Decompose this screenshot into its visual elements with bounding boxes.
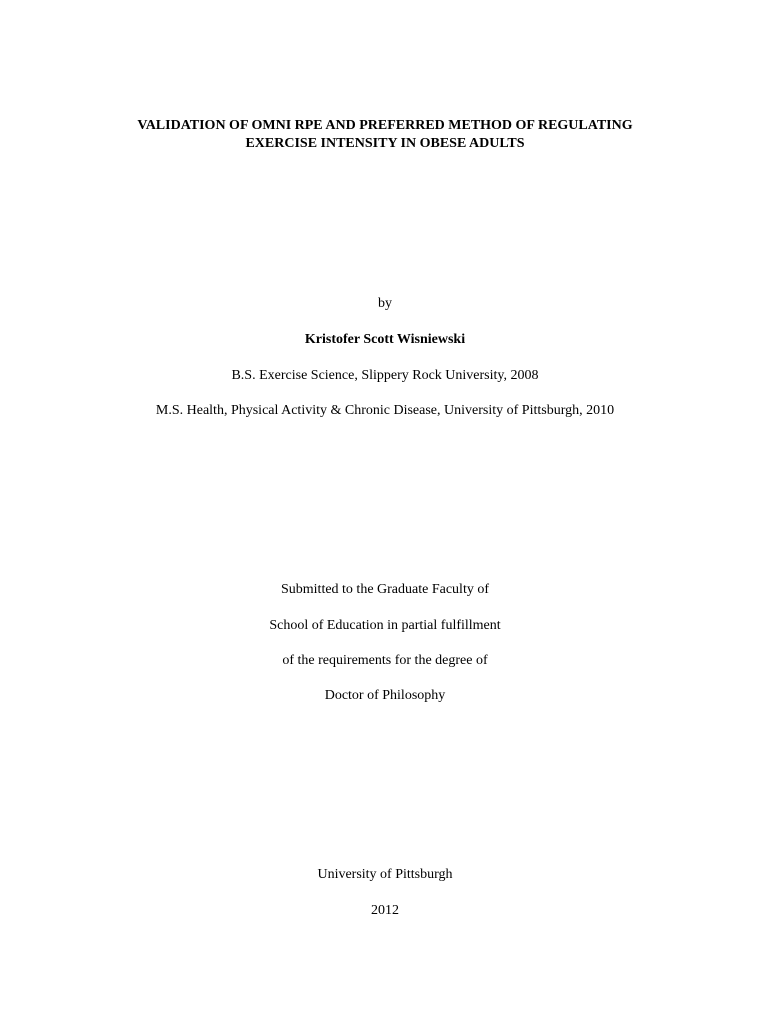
title-line-2: EXERCISE INTENSITY IN OBESE ADULTS: [245, 136, 525, 151]
degree-name: Doctor of Philosophy: [324, 688, 446, 703]
submission-line-2: School of Education in partial fulfillment: [269, 618, 501, 633]
degree-ms: M.S. Health, Physical Activity & Chronic Disease, University of Pittsburgh, 2010: [155, 403, 615, 418]
university-name: University of Pittsburgh: [317, 867, 453, 882]
year: 2012: [371, 903, 399, 918]
title-line-1: VALIDATION OF OMNI RPE AND PREFERRED METHOD OF REGULATING: [137, 118, 633, 133]
by-label: by: [378, 296, 392, 311]
submission-line-1: Submitted to the Graduate Faculty of: [280, 582, 489, 597]
degree-bs: B.S. Exercise Science, Slippery Rock University, 2008: [231, 368, 539, 383]
author-name: Kristofer Scott Wisniewski: [304, 332, 466, 347]
submission-line-3: of the requirements for the degree of: [282, 653, 488, 668]
